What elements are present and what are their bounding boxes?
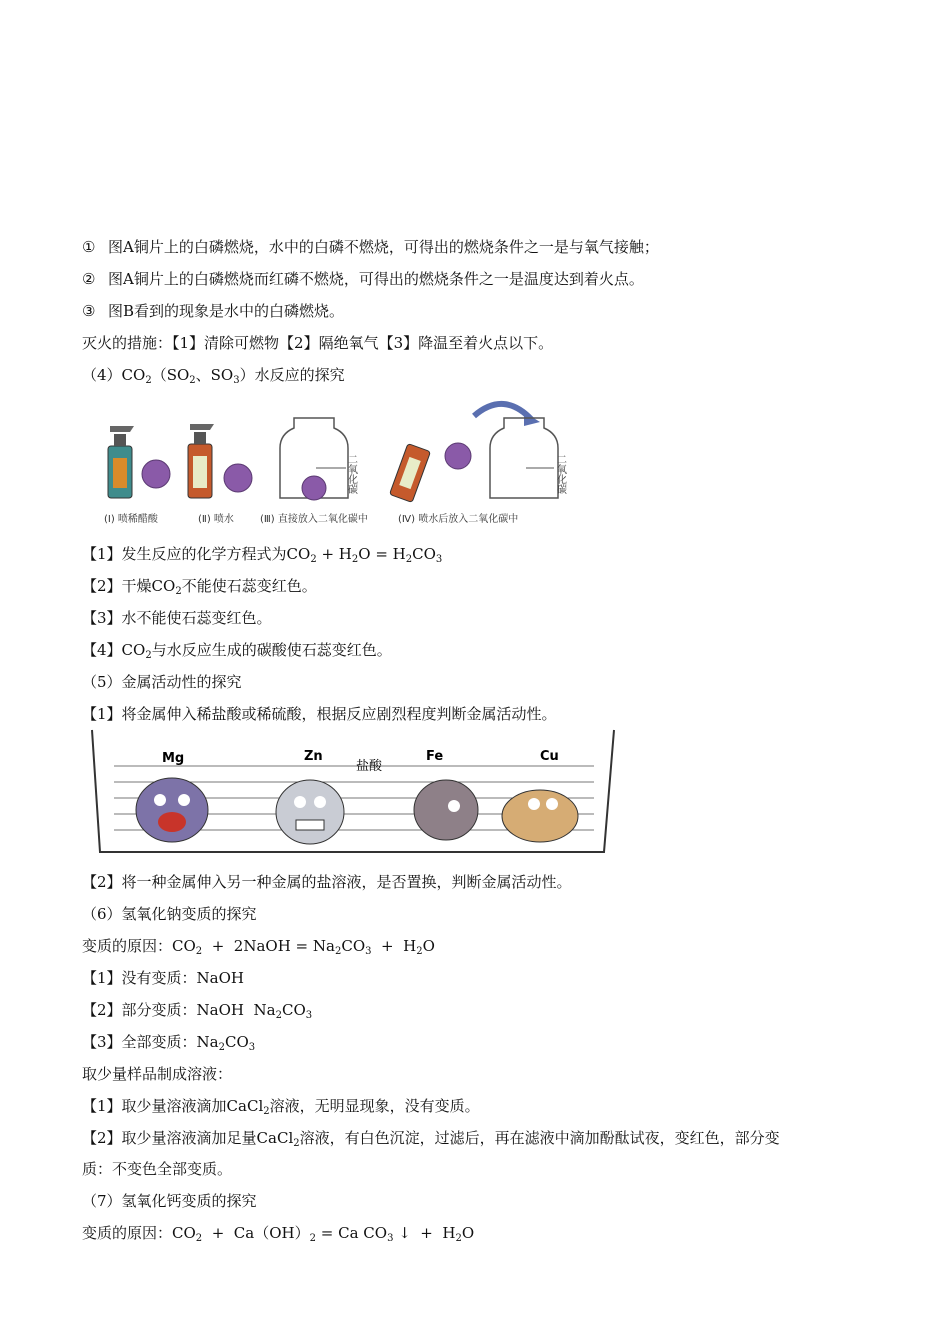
section6-test-2-cont: 质：不变色全部变质。 (82, 1160, 233, 1178)
section5-item-1: 【1】将金属伸入稀盐酸或稀硫酸，根据反应剧烈程度判断金属活动性。 (82, 705, 557, 723)
section6-test-1: 【1】取少量溶液滴加CaCl$_2$溶液，无明显现象，没有变质。 (82, 1097, 480, 1117)
section6-cause: 变质的原因：$CO_2$ + 2NaOH = $Na_2CO_3 + H_2O$ (82, 937, 435, 957)
metal-label: Fe (426, 749, 444, 764)
flower-icon (142, 460, 170, 488)
item-marker: ① (82, 238, 96, 256)
section7-heading: （7）氢氧化钙变质的探究 (82, 1192, 257, 1210)
item-marker: ② (82, 270, 96, 288)
section4-heading: $(4)CO_2(SO_2$、$SO_3$）水反应的探究 (82, 366, 345, 386)
section4-item-4: 【4】$CO_2$与水反应生成的碳酸使石蕊变红色。 (82, 641, 392, 661)
metal-label: Zn (304, 749, 323, 764)
section6-state-3: 【3】全部变质：$Na_2CO_3$ (82, 1033, 256, 1053)
flower-icon (445, 443, 471, 469)
section5-item-2: 【2】将一种金属伸入另一种金属的盐溶液，是否置换，判断金属活动性。 (82, 873, 572, 891)
section5-heading: （5）金属活动性的探究 (82, 673, 242, 691)
metal-label: Mg (162, 751, 185, 766)
section6-test-2: 【2】取少量溶液滴加足量CaCl$_2$溶液，有白色沉淀，过滤后，再在滤液中滴加酚酞试夜，变红色，部分变 (82, 1129, 780, 1149)
spray-bottle-icon (108, 426, 134, 498)
section6-heading: （6）氢氧化钠变质的探究 (82, 905, 257, 923)
section6-state-2: 【2】部分变质：NaOH $Na_2CO_3$ (82, 1001, 313, 1021)
section6-state-1: 【1】没有变质：NaOH (82, 969, 244, 987)
caption-3: (Ⅲ) 直接放入二氧化碳中 (260, 514, 368, 525)
metal-activity-figure (84, 726, 624, 860)
item-text: 图A铜片上的白磷燃烧而红磷不燃烧，可得出的燃烧条件之一是温度达到着火点。 (108, 270, 644, 288)
item-marker: ③ (82, 302, 96, 320)
caption-2: (Ⅱ) 喷水 (198, 514, 234, 525)
section6-sample: 取少量样品制成溶液： (82, 1065, 233, 1083)
item-text: 图B看到的现象是水中的白磷燃烧。 (108, 302, 345, 320)
section4-item-3: 【3】水不能使石蕊变红色。 (82, 609, 272, 627)
cu-character-icon (502, 790, 578, 842)
jar-label: 二氧化碳 (554, 454, 566, 494)
spray-bottle-icon (188, 424, 214, 498)
gas-jar-icon (490, 418, 558, 498)
extinguish-measures: 灭火的措施：【1】清除可燃物【2】隔绝氧气【3】降温至着火点以下。 (82, 334, 554, 352)
combustion-item-1 (82, 237, 659, 257)
combustion-item-2 (82, 269, 644, 289)
combustion-item-3 (82, 301, 344, 321)
zn-character-icon (276, 780, 344, 844)
acid-label: 盐酸 (356, 759, 383, 774)
caption-1: (Ⅰ) 喷稀醋酸 (104, 514, 158, 525)
flower-icon (224, 464, 252, 492)
metal-label: Cu (540, 749, 559, 764)
co2-water-experiment-figure (96, 388, 576, 530)
gas-jar-icon (280, 418, 348, 500)
spray-bottle-icon (389, 444, 430, 503)
section4-item-2: 【2】干燥$CO_2$不能使石蕊变红色。 (82, 577, 317, 597)
jar-label: 二氧化碳 (345, 454, 357, 494)
mg-character-icon (136, 778, 208, 842)
section7-cause: 变质的原因：$CO_2 + Ca(OH)_2 = Ca$ $CO_3$ ↓ + $H_2O$ (82, 1224, 475, 1244)
fe-character-icon (414, 780, 478, 840)
item-text: 图A铜片上的白磷燃烧，水中的白磷不燃烧，可得出的燃烧条件之一是与氧气接触； (108, 238, 659, 256)
caption-4: (Ⅳ) 喷水后放入二氧化碳中 (398, 514, 519, 525)
section4-item-1: 【1】发生反应的化学方程式为$CO_2 + H_2O = H_2CO_3$ (82, 545, 443, 565)
